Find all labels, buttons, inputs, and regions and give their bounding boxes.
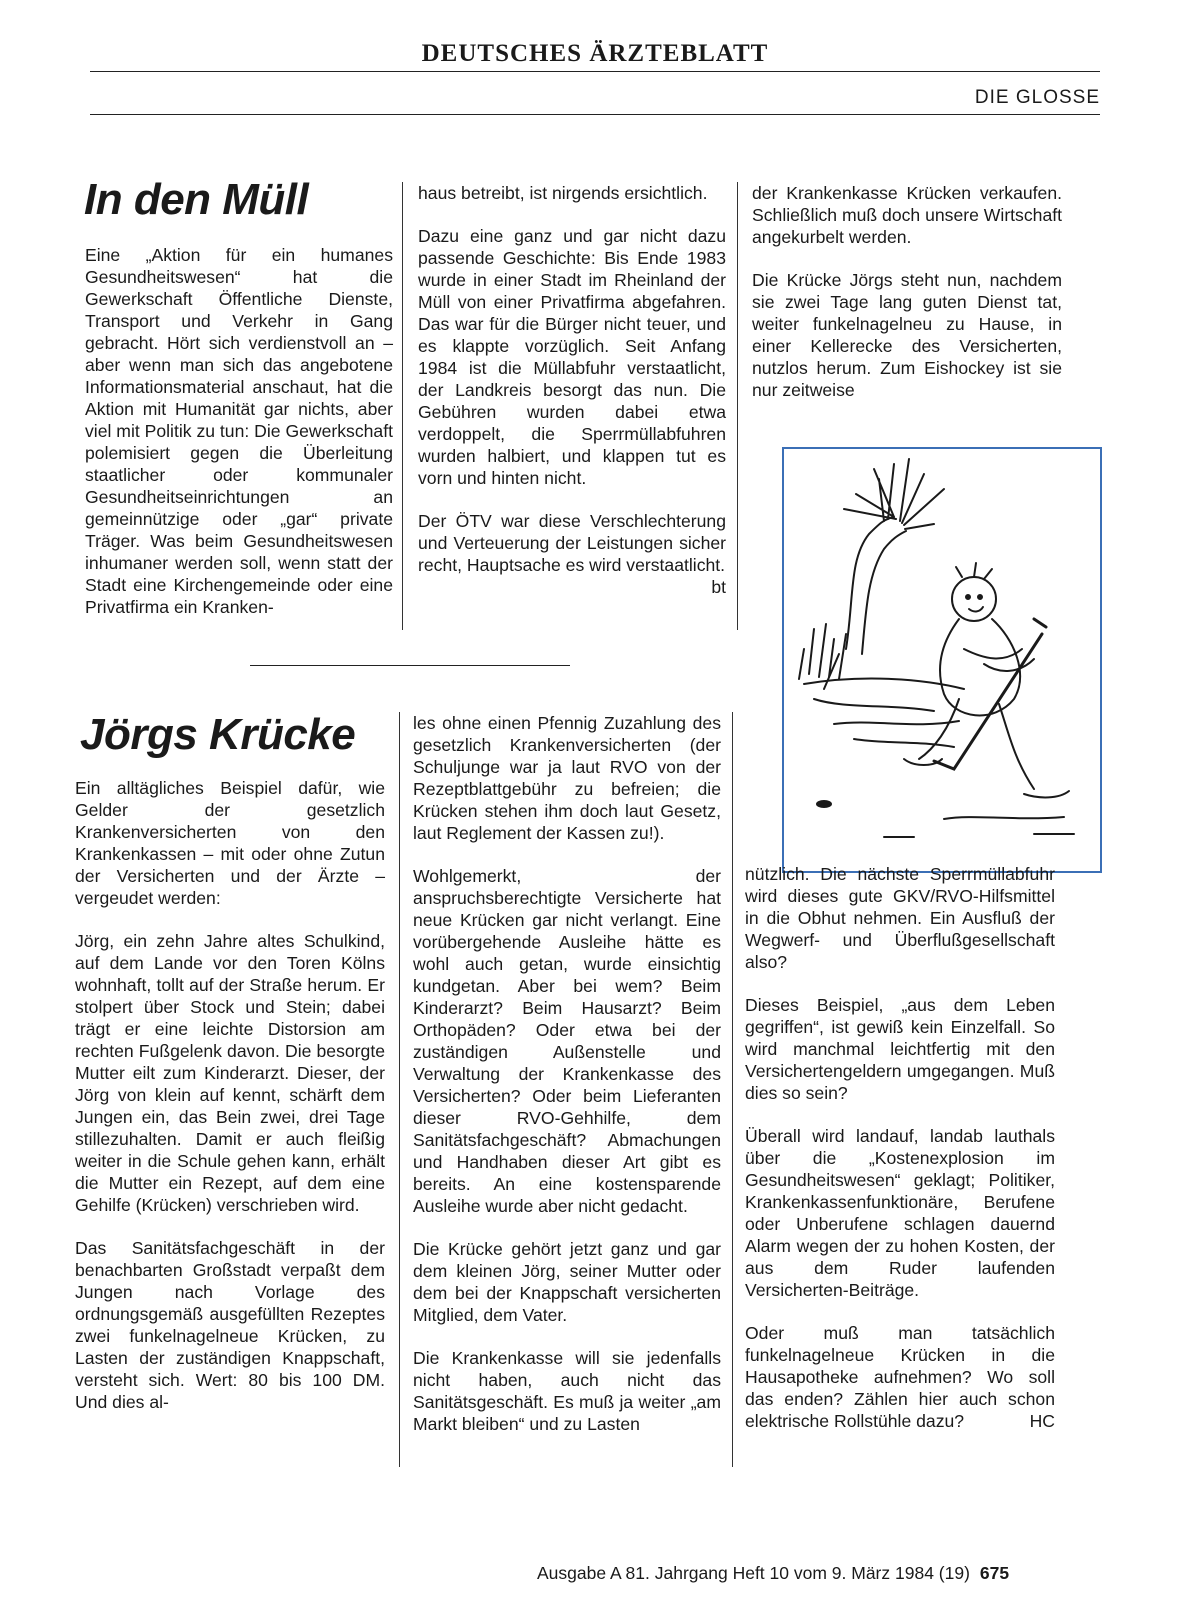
column-divider bbox=[402, 182, 403, 630]
page-number: 675 bbox=[979, 1563, 1010, 1583]
article2-column3-top bbox=[752, 182, 1062, 401]
issue-info: Ausgabe A 81. Jahrgang Heft 10 vom 9. März 1984 (19) bbox=[537, 1563, 970, 1583]
page-footer bbox=[537, 1563, 1009, 1584]
section-rule bbox=[90, 114, 1100, 115]
article2-col1-p3: Das Sanitätsfachgeschäft in der benachbarten Großstadt verpaßt dem Jungen nach Vorlage des ordnungsgemäß ausgefüllten Rezeptes zwei funkelnagelneue Krücken, zu Lasten der zuständigen Knappschaft, versteht sich. Wert: 80 bis 100 DM. Und dies al- bbox=[75, 1238, 385, 1412]
article2-col3-p3: Überall wird landauf, landab lauthals über die „Kostenexplosion im Gesundheitswesen“ geklagt; Politiker, Krankenkassenfunktionäre, Berufene oder Unberufene schlagen dauernd Alarm wegen der zu hohen Kosten, der aus dem Ruder laufenden Versicherten-Beiträge. bbox=[745, 1126, 1055, 1300]
article2-col3-top-p1: der Krankenkasse Krücken verkaufen. Schließlich muß doch unsere Wirtschaft angekurbelt werden. bbox=[752, 183, 1062, 247]
article2-col2-p1: les ohne einen Pfennig Zuzahlung des gesetzlich Krankenversicherten (der Schuljunge war ja laut RVO von der Rezeptblattgebühr zu befreien; die Krücken stehen ihm doch laut Gesetz, laut Reglement der Kassen zu!). bbox=[413, 713, 721, 843]
article2-col3-p4: Oder muß man tatsächlich funkelnagelneue Krücken in die Hausapotheke aufnehmen? Wo soll das enden? Zählen hier auch schon elektrische Rollstühle dazu? HC bbox=[745, 1323, 1055, 1431]
article2-col2-p3: Die Krücke gehört jetzt ganz und gar dem kleinen Jörg, seiner Mutter oder dem bei der Knappschaft versicherten Mitglied, dem Vater. bbox=[413, 1239, 721, 1325]
cartoon-illustration bbox=[782, 447, 1102, 873]
column-divider bbox=[399, 712, 400, 1467]
masthead-rule bbox=[90, 71, 1100, 72]
article1-title: In den Müll bbox=[84, 175, 309, 224]
article1-signature: bt bbox=[711, 577, 726, 597]
cartoon-drawing bbox=[784, 449, 1100, 871]
article1-col1-text: Eine „Aktion für ein humanes Gesundheitswesen“ hat die Gewerkschaft Öffentliche Dienste, Transport und Verkehr in Gang gebracht. Hört sich verdienstvoll an – aber wenn man sich das angebotene Informationsmaterial anschaut, hat die Aktion mit Humanität gar nichts, aber viel mit Politik zu tun: Die Gewerkschaft polemisiert gegen die Überleitung staatlicher oder kommunaler Gesundheitseinrichtungen an gemeinnützige oder „gar“ private Träger. Was beim Gesundheitswesen inhumaner werden soll, wenn statt der Stadt eine Kirchengemeinde oder eine Privatfirma ein Kranken- bbox=[85, 245, 393, 617]
article1-col2-p2: Dazu eine ganz und gar nicht dazu passende Geschichte: Bis Ende 1983 wurde in einer Stadt im Rheinland der Müll von einer Privatfirma abgefahren. Das war für die Bürger nicht teuer, und es klappte vorzüglich. Seit Anfang 1984 ist die Müllabfuhr verstaatlicht, der Landkreis besorgt das nun. Die Gebühren wurden dabei etwa verdoppelt, die Sperrmüllabfuhren wurden halbiert, und klappen tut es vorn und hinten nicht. bbox=[418, 226, 726, 488]
article2-signature: HC bbox=[1029, 1411, 1055, 1431]
article2-col3-p2: Dieses Beispiel, „aus dem Leben gegriffen“, ist gewiß kein Einzelfall. So wird manchmal leichtfertig mit den Versichertengeldern umgegangen. Muß dies so sein? bbox=[745, 995, 1055, 1103]
article1-column1 bbox=[85, 244, 393, 618]
article1-column2 bbox=[418, 182, 726, 598]
article2-column1 bbox=[75, 777, 385, 1413]
article2-col3-p1: nützlich. Die nächste Sperrmüllabfuhr wird dieses gute GKV/RVO-Hilfsmittel in die Obhut nehmen. Ein Ausfluß der Wegwerf- und Überflußgesellschaft also? bbox=[745, 864, 1055, 972]
masthead: DEUTSCHES ÄRZTEBLATT bbox=[421, 40, 769, 67]
article2-column2 bbox=[413, 712, 721, 1435]
column-divider bbox=[732, 712, 733, 1467]
section-label: DIE GLOSSE bbox=[974, 87, 1100, 108]
article2-col2-p2: Wohlgemerkt, der anspruchsberechtigte Versicherte hat neue Krücken gar nicht verlangt. Eine vorübergehende Ausleihe hätte es wohl auch getan, wurde einsichtig kundgetan. Aber bei wem? Beim Kinderarzt? Beim Hausarzt? Beim Orthopäden? Oder etwa bei der zuständigen Außenstelle und Verwaltung der Krankenkasse des Versicherten? Oder beim Lieferanten dieser RVO-Gehhilfe, dem Sanitätsfachgeschäft? Abmachungen und Handhaben dieser Art gibt es bereits. An eine kostensparende Ausleihe wurde aber nicht gedacht. bbox=[413, 866, 721, 1216]
column-divider bbox=[737, 182, 738, 630]
article1-col2-p3: Der ÖTV war diese Verschlechterung und Verteuerung der Leistungen sicher recht, Hauptsache es wird verstaatlicht. bt bbox=[418, 511, 726, 597]
article2-title: Jörgs Krücke bbox=[80, 710, 356, 759]
article1-col2-p1: haus betreibt, ist nirgends ersichtlich. bbox=[418, 183, 708, 203]
article2-col2-p4: Die Krankenkasse will sie jedenfalls nicht haben, auch nicht das Sanitätsgeschäft. Es muß ja weiter „am Markt bleiben“ und zu Lasten bbox=[413, 1348, 721, 1434]
article2-col1-p1: Ein alltägliches Beispiel dafür, wie Gelder der gesetzlich Krankenversicherten von den Krankenkassen – mit oder ohne Zutun der Versicherten und der Ärzte – vergeudet werden: bbox=[75, 778, 385, 908]
article-separator bbox=[250, 665, 570, 666]
article2-col3-top-p2: Die Krücke Jörgs steht nun, nachdem sie zwei Tage lang guten Dienst tat, weiter funkelnagelneu zu Hause, in einer Kellerecke des Versicherten, nutzlos herum. Zum Eishockey ist sie nur zeitweise bbox=[752, 270, 1062, 400]
article2-col1-p2: Jörg, ein zehn Jahre altes Schulkind, auf dem Lande vor den Toren Kölns wohnhaft, tollt auf der Straße herum. Er stolpert über Stock und Stein; dabei trägt er eine leichte Distorsion am rechten Fußgelenk davon. Die besorgte Mutter eilt zum Kinderarzt. Dieser, der Jörg von klein auf kennt, schärft dem Jungen ein, das Bein zwei, drei Tage stillezuhalten. Damit er auch fleißig weiter in die Schule gehen kann, erhält die Mutter ein Rezept, auf dem eine Gehilfe (Krücken) verschrieben wird. bbox=[75, 931, 385, 1215]
article2-column3 bbox=[745, 863, 1055, 1432]
